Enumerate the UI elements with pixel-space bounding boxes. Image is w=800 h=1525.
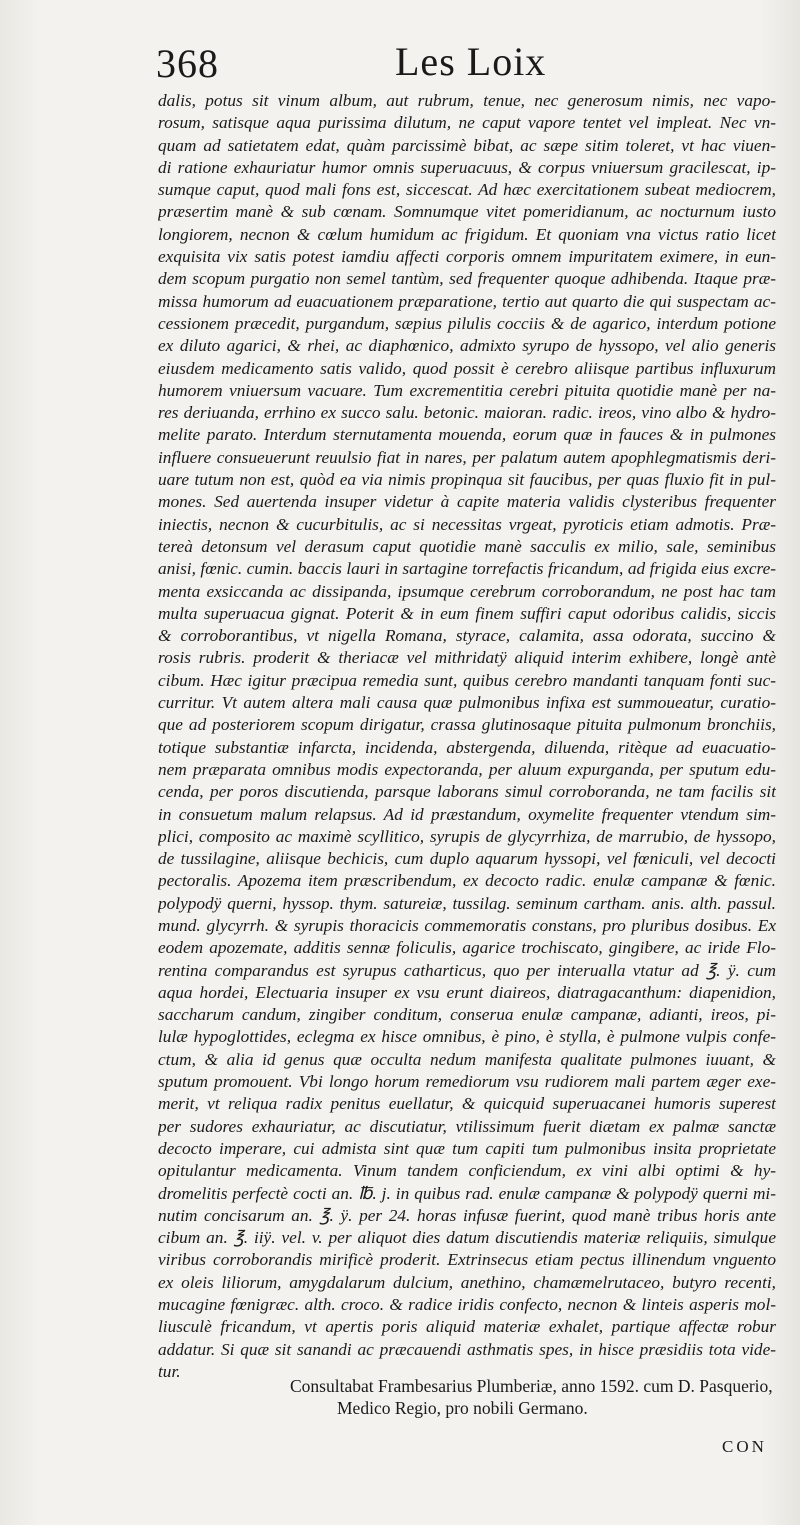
body-line: ex diluto agarici, & rhei, ac diaphœnico, admixto syrupo de hyssopo, vel alio generis	[158, 336, 776, 356]
body-line: mucagine fœnigræc. alth. croco. & radice iridis confecto, necnon & linteis asperis mol-	[158, 1295, 776, 1315]
body-line: liusculè fricandum, vt apertis poris aliquid materiæ exhalet, partique affectæ robur	[158, 1317, 776, 1337]
body-line: di ratione exhauriatur humor omnis superuacuus, & corpus vniuersum gracilescat, ip-	[158, 157, 776, 177]
running-title: Les Loix	[395, 39, 547, 84]
page-number: 368	[156, 41, 219, 86]
body-line: menta exsiccanda ac dissipanda, ipsumque cerebrum corroborandum, ne post hac tam	[158, 581, 776, 601]
body-line: præsertim manè & sub cœnam. Somnumque vitet pomeridianum, ac nocturnum iusto	[158, 202, 776, 222]
body-line: ctum, & alia id genus quæ occulta nedum manifesta qualitate pulmones iuuant, &	[158, 1049, 776, 1069]
body-line: quam ad satietatem edat, quàm parcissimè bibat, ac sæpe sitim toleret, vt hac viuen-	[158, 135, 776, 155]
body-line: nem præparata omnibus modis expectoranda, per aluum expurganda, per sputum edu-	[158, 759, 776, 779]
body-line: iniectis, necnon & cucurbitulis, ac si necessitas vrgeat, pyroticis etiam admotis. Præ-	[158, 514, 776, 534]
body-line: de tussilagine, aliisque bechicis, cum duplo aquarum hyssopi, vel fœniculi, vel decocti	[158, 849, 776, 869]
body-line: curritur. Vt autem altera mali causa quæ pulmonibus infixa est summoueatur, curatio-	[158, 693, 776, 713]
body-line: missa humorum ad euacuationem præparatione, tertio aut quarto die qui suspectam ac-	[158, 291, 776, 311]
body-line: sumque caput, quod mali fons est, siccescat. Ad hæc exercitationem subeat mediocrem,	[158, 180, 776, 200]
body-line: saccharum candum, zingiber conditum, conserua enulæ campanæ, adianti, ireos, pi-	[158, 1005, 776, 1025]
body-line: exquisita vix satis potest iamdiu affecti corporis omnem impuritatem eximere, in eun-	[158, 247, 776, 267]
body-line: cibum. Hæc igitur præcipua remedia sunt, quibus cerebro mandanti tanquam fonti suc-	[158, 670, 776, 690]
body-line: addatur. Si quæ sit sanandi ac præcauendi asthmatis spes, in hisce præsidiis tota vide-	[158, 1339, 776, 1359]
body-line: aqua hordei, Electuaria insuper ex vsu erunt diaireos, diatragacanthum: diapenidion,	[158, 982, 776, 1002]
body-line: opitulantur medicamenta. Vinum tandem conficiendum, ex vini albi optimi & hy-	[158, 1161, 776, 1181]
body-line: dromelitis perfectè cocti an. ℔. j. in quibus rad. enulæ campanæ & polypodÿ querni mi-	[158, 1183, 776, 1203]
body-line: nutim concisarum an. ℥. ÿ. per 24. horas infusæ fuerint, quod manè tribus horis ante	[158, 1205, 776, 1225]
body-line: polypodÿ querni, hyssop. thym. satureiæ, tussilag. seminum cartham. anis. alth. passul.	[158, 893, 776, 913]
body-line: eodem apozemate, additis sennæ foliculis, agarice trochiscato, gingibere, ac iride Flo-	[158, 938, 776, 958]
body-line: humorem vniuersum vacuare. Tum excrementitia cerebri pituita quotidie manè per na-	[158, 380, 776, 400]
body-line: tur.	[158, 1361, 181, 1381]
body-line: & corroborantibus, vt nigella Romana, styrace, calamita, assa odorata, succino &	[158, 626, 776, 646]
body-line: rosum, satisque aqua purissima dilutum, ne caput vapore tentet vel impleat. Nec vn-	[158, 113, 776, 133]
body-line: sputum promouent. Vbi longo horum remediorum vsu rudiorem mali partem æger exe-	[158, 1072, 776, 1092]
body-line: uare tutum non est, quòd ea via nimis propinqua sit faucibus, per quas fluxio fit in pul-	[158, 470, 776, 490]
colophon	[290, 1375, 780, 1419]
body-line: eiusdem medicamento satis valido, quod possit è cerebro aliisque partibus influxurum	[158, 358, 776, 378]
body-line: melite parato. Interdum sternutamenta mouenda, eorum quæ in fauces & in pulmones	[158, 425, 776, 445]
body-line: mund. glycyrrh. & syrupis thoracicis commemoratis constans, pro pluribus dosibus. Ex	[158, 915, 776, 935]
body-line: rentina comparandus est syrupus catharticus, quo per interualla vtatur ad ℥. ÿ. cum	[158, 960, 776, 980]
page-header	[150, 38, 770, 98]
body-line: per sudores exhauriatur, ac discutiatur, vtilissimum fuerit diætam ex palmæ sanctæ	[158, 1116, 776, 1136]
body-line: longiorem, necnon & cœlum humidum ac frigidum. Et quoniam vna victus ratio licet	[158, 224, 776, 244]
body-line: lulæ hypoglottides, eclegma ex hisce omnibus, è pino, è stylla, è pulmone vulpis confe-	[158, 1027, 776, 1047]
body-line: cibum an. ℥. iiÿ. vel. v. per aliquot dies datum discutiendis materiæ reliquiis, simulque	[158, 1228, 776, 1248]
body-line: mones. Sed auertenda insuper videtur à capite materia validis clysteribus frequenter	[158, 492, 776, 512]
body-line: influere consueuerunt reuulsio fiat in nares, per palatum autem apophlegmatismis deri-	[158, 447, 776, 467]
body-line: ex oleis liliorum, amygdalarum dulcium, anethino, chamæmelrutaceo, butyro recenti,	[158, 1272, 776, 1292]
body-line: decocto imperare, cui admista sint quæ tum capiti tum pulmonibus insita proprietate	[158, 1138, 776, 1158]
body-text	[158, 90, 776, 1383]
body-line: rosis rubris. proderit & theriacæ vel mithridatÿ aliquid interim exhibere, longè antè	[158, 648, 776, 668]
body-line: dalis, potus sit vinum album, aut rubrum, tenue, nec generosum nimis, nec vapo-	[158, 91, 776, 110]
body-line: tereà detonsum vel derasum caput quotidie manè sacculis ex milio, sale, seminibus	[158, 536, 776, 556]
body-line: dem scopum purgatio non semel tantùm, sed frequenter quoque adhibenda. Itaque præ-	[158, 269, 776, 289]
body-line: anisi, fœnic. cumin. baccis lauri in sartagine torrefactis fricandum, ad frigida eius excre-	[158, 559, 776, 579]
body-line: que ad posteriorem scopum dirigatur, crassa glutinosaque pituita pulmonum bronchiis,	[158, 715, 776, 735]
colophon-line-2: Medico Regio, pro nobili Germano.	[337, 1398, 588, 1418]
body-line: res deriuanda, errhino ex succo salu. betonic. maioran. radic. ireos, vino albo & hydro-	[158, 403, 776, 423]
body-line: totique substantiæ infarcta, incidenda, abstergenda, diluenda, ritèque ad euacuatio-	[158, 737, 776, 757]
body-line: plici, composito ac maximè scyllitico, syrupis de glycyrrhiza, de marrubio, de hyssopo,	[158, 826, 776, 846]
catchword: CON	[722, 1437, 767, 1456]
body-line: cessionem præcedit, purgandum, sæpius pilulis cocciis & de agarico, interdum potione	[158, 313, 776, 333]
body-line: viribus corroborandis mirificè proderit. Extrinsecus etiam pectus illinendum vnguento	[158, 1250, 776, 1270]
colophon-line-1: Consultabat Frambesarius Plumberiæ, anno 1592. cum D. Pasquerio,	[290, 1376, 773, 1396]
body-line: multa superuacua gignat. Poterit & in eum finem suffiri caput odoribus calidis, siccis	[158, 603, 776, 623]
body-line: merit, vt reliqua radix penitus euellatur, & quicquid superuacanei humoris superest	[158, 1094, 776, 1114]
body-line: pectoralis. Apozema item præscribendum, ex decocto radic. enulæ campanæ & fœnic.	[158, 871, 776, 891]
body-line: in consuetum malum relapsus. Ad id præstandum, oxymelite frequenter vtendum sim-	[158, 804, 776, 824]
body-line: cenda, per poros discutienda, parsque laborans simul corroboranda, ne tam facilis sit	[158, 782, 776, 802]
